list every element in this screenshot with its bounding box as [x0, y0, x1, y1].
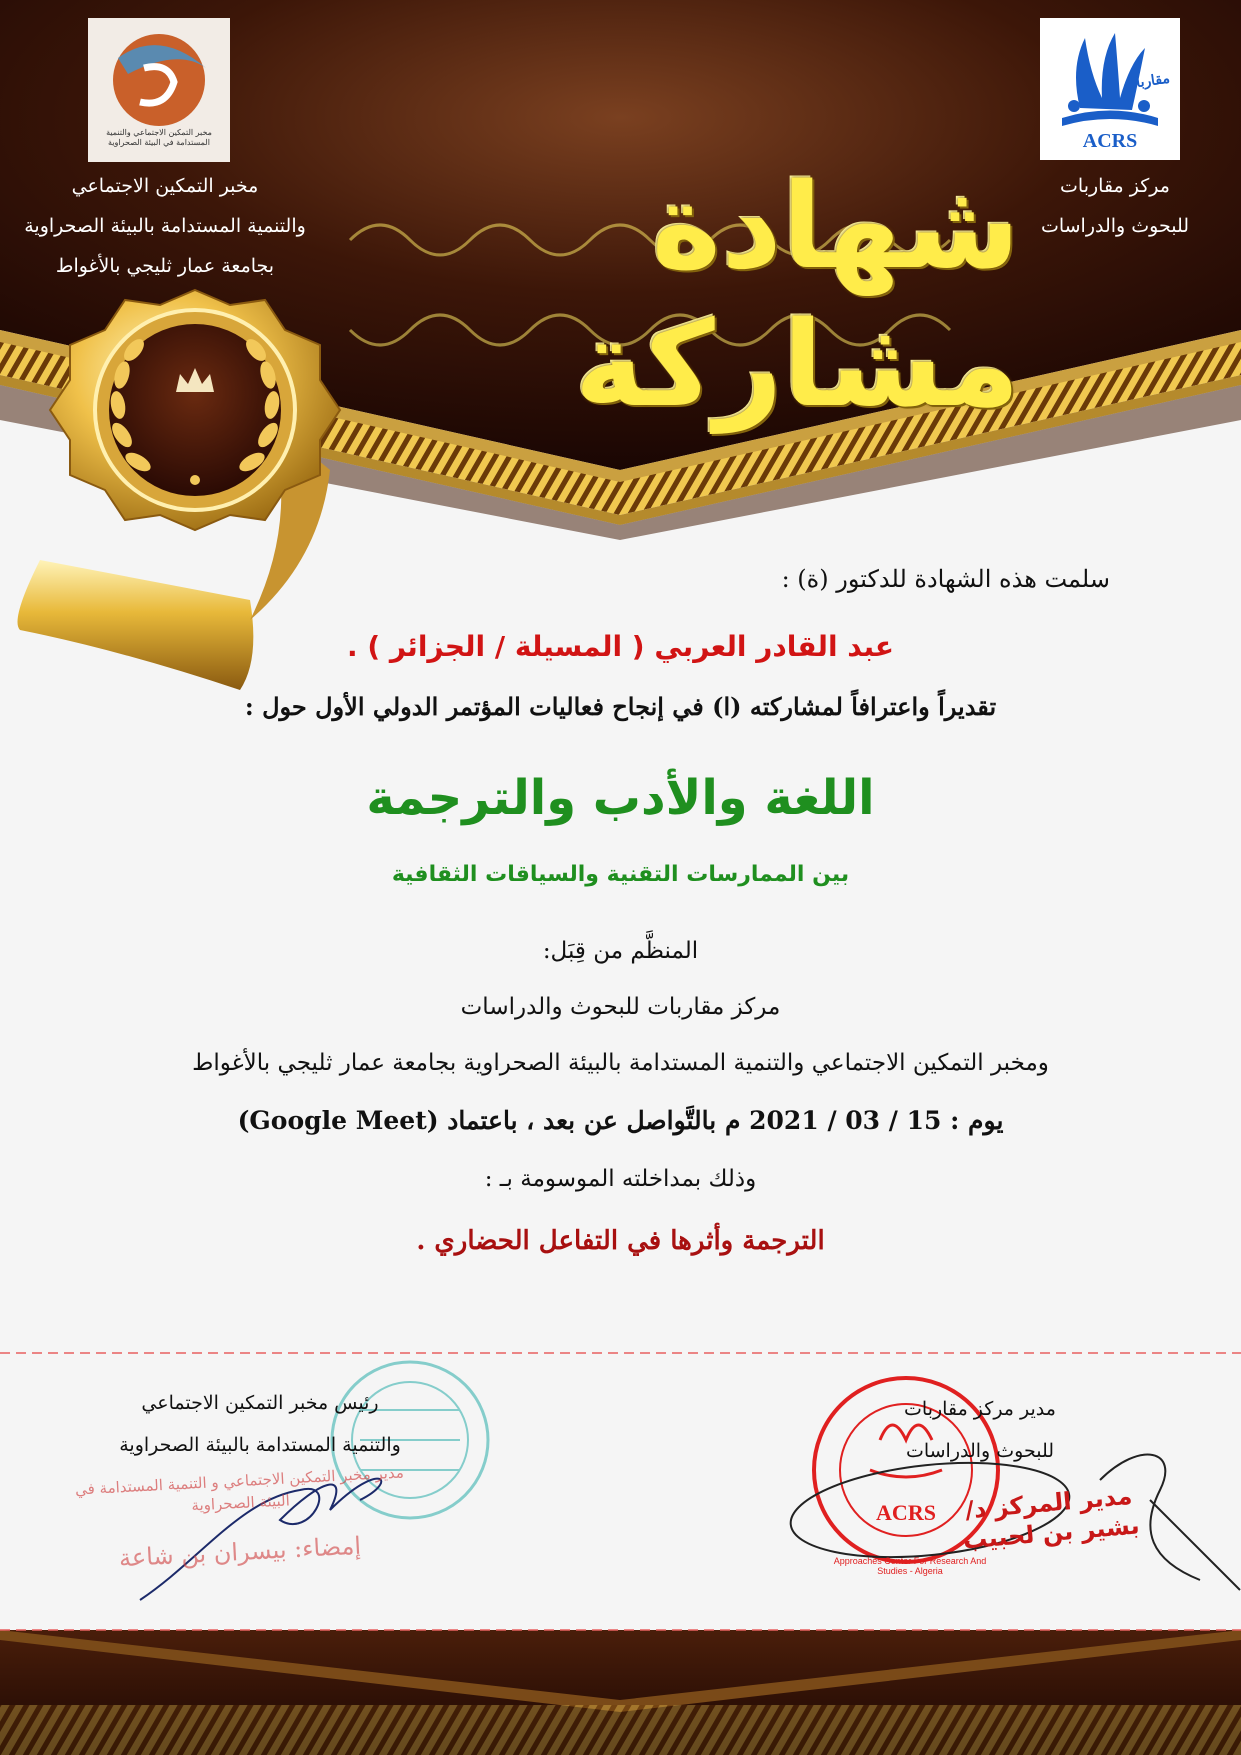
intro-text: سلمت هذه الشهادة للدكتور (ة) : — [781, 565, 1110, 593]
right-org-line-2: للبحوث والدراسات — [1040, 215, 1190, 237]
right-signature-name: مدير المركز د/بشير بن لحبيب — [962, 1481, 1141, 1555]
conference-subtitle: بين الممارسات التقنية والسياقات الثقافية — [391, 862, 850, 887]
left-org-name — [20, 166, 310, 286]
left-signatory-line-1: رئيس مخبر التمكين الاجتماعي — [141, 1392, 379, 1414]
organizer-2: ومخبر التمكين الاجتماعي والتنمية المستدامة بالبيئة الصحراوية بجامعة عمار ثليجي بالأغواط — [192, 1050, 1049, 1076]
right-logo-name: مقاربات — [1122, 70, 1171, 93]
right-org-name — [1020, 166, 1210, 246]
right-org-line-1: مركز مقاربات — [1060, 175, 1170, 197]
paper-title: الترجمة وأثرها في التفاعل الحضاري . — [416, 1226, 825, 1256]
right-signatory-line-1: مدير مركز مقاربات — [904, 1398, 1056, 1420]
left-org-line-3: بجامعة عمار ثليجي بالأغواط — [55, 255, 275, 277]
recipient-name: عبد القادر العربي ( المسيلة / الجزائر ) . — [346, 630, 895, 663]
left-org-line-1: مخبر التمكين الاجتماعي — [71, 175, 259, 197]
right-signatory-line-2: للبحوث والدراسات — [905, 1440, 1055, 1462]
conference-title: اللغة والأدب والترجمة — [366, 770, 875, 826]
left-org-line-2: والتنمية المستدامة بالبيئة الصحراوية — [24, 215, 306, 237]
paper-label: وذلك بمداخلته الموسومة بـ : — [484, 1166, 757, 1192]
left-signatory — [110, 1382, 410, 1466]
right-stamp-abbr: ACRS — [876, 1500, 936, 1525]
left-stamp-text: مدير مخبر التمكين الاجتماعي و التنمية المستدامة في البيئة الصحراوية — [74, 1463, 405, 1515]
date-line: يوم : 15 / 03 / 2021 م بالتَّواصل عن بعد ، باعتماد (Google Meet) — [237, 1106, 1004, 1135]
right-logo-abbr: ACRS — [1082, 130, 1138, 152]
right-signatory — [870, 1388, 1090, 1472]
right-center-logo — [1040, 18, 1180, 160]
left-signature-name: إمضاء: بيسران بن شاعة — [118, 1531, 362, 1573]
left-lab-logo — [88, 18, 230, 162]
left-signatory-line-2: والتنمية المستدامة بالبيئة الصحراوية — [119, 1434, 401, 1456]
certificate-title-text: شهادة مشاركة — [574, 157, 1020, 433]
appreciation-text: تقديراً واعترافاً لمشاركته (ا) في إنجاح فعاليات المؤتمر الدولي الأول حول : — [244, 692, 997, 721]
right-stamp-text: Approaches Center For Research And Studies - Algeria — [833, 1556, 987, 1576]
certificate-title — [330, 157, 1020, 433]
left-logo-caption: مخبر التمكين الاجتماعي والتنمية المستدامة في البيئة الصحراوية — [106, 128, 212, 147]
organized-by-label: المنظَّم من قِبَل: — [542, 938, 699, 964]
organizer-1: مركز مقاربات للبحوث والدراسات — [460, 994, 781, 1020]
